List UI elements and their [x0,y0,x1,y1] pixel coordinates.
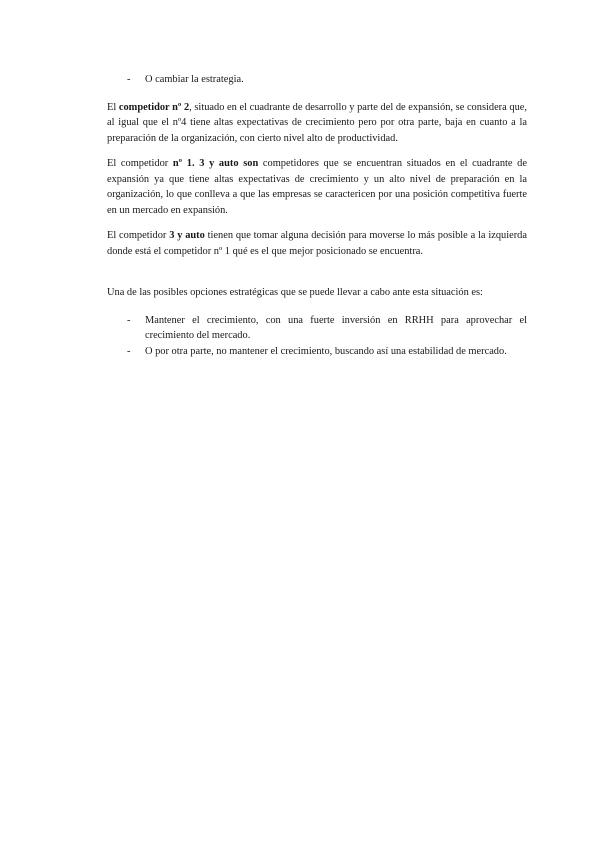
paragraph-bold-text: 3 y auto [169,230,205,241]
paragraph-text: El [107,101,119,113]
list-item-text: O cambiar la estrategia. [145,74,244,85]
list-item-cambiar-estrategia [107,72,527,88]
list-dash: - [127,314,131,326]
list-item-text: O por otra parte, no mantener el crecimiento, buscando así una estabilidad de mercado. [145,345,507,357]
paragraph-competidores-expansion [107,156,527,218]
list-item-text: Mantener el crecimiento, con una fuerte inversión en RRHH para aprovechar el crecimiento del mercado. [145,314,527,341]
paragraph-text: El competidor [107,230,170,241]
paragraph-text: competidores que se encuentran situados en el cuadrante de expansión ya que tiene altas expectativas de crecimiento y un alto nivel de preparación en la organización, lo que conlleva a que las empresas se caractericen por una posición competitiva fuerte en un mercado en expansión. [107,158,527,216]
paragraph-text: , situado en el cuadrante de desarrollo y parte del de expansión, se considera que, al igual que el nº4 tiene altas expectativas de crecimiento pero por otra parte, baja en cuanto a la preparación de la organización, con cierto nivel alto de productividad. [107,101,527,144]
paragraph-competidor-2 [107,100,527,147]
list-dash: - [127,74,131,85]
paragraph-opciones-estrategicas: Una de las posibles opciones estratégicas que se puede llevar a cabo ante esta situación es: [107,287,483,298]
paragraph-bold-text: competidor nº 2 [118,101,190,113]
list-item-option-2 [107,344,527,360]
document-body [107,72,527,359]
paragraph-bold-text: nº 1. 3 y auto son [172,158,259,169]
paragraph-text: El competidor [107,158,173,169]
list-dash: - [127,345,131,357]
paragraph-competidor-3-auto [107,228,527,259]
list-item-option-1 [107,313,527,344]
paragraph-text: tienen que tomar alguna decisión para moverse lo más posible a la izquierda donde está el competidor nº 1 qué es el que mejor posicionado se encuentra. [107,230,527,257]
